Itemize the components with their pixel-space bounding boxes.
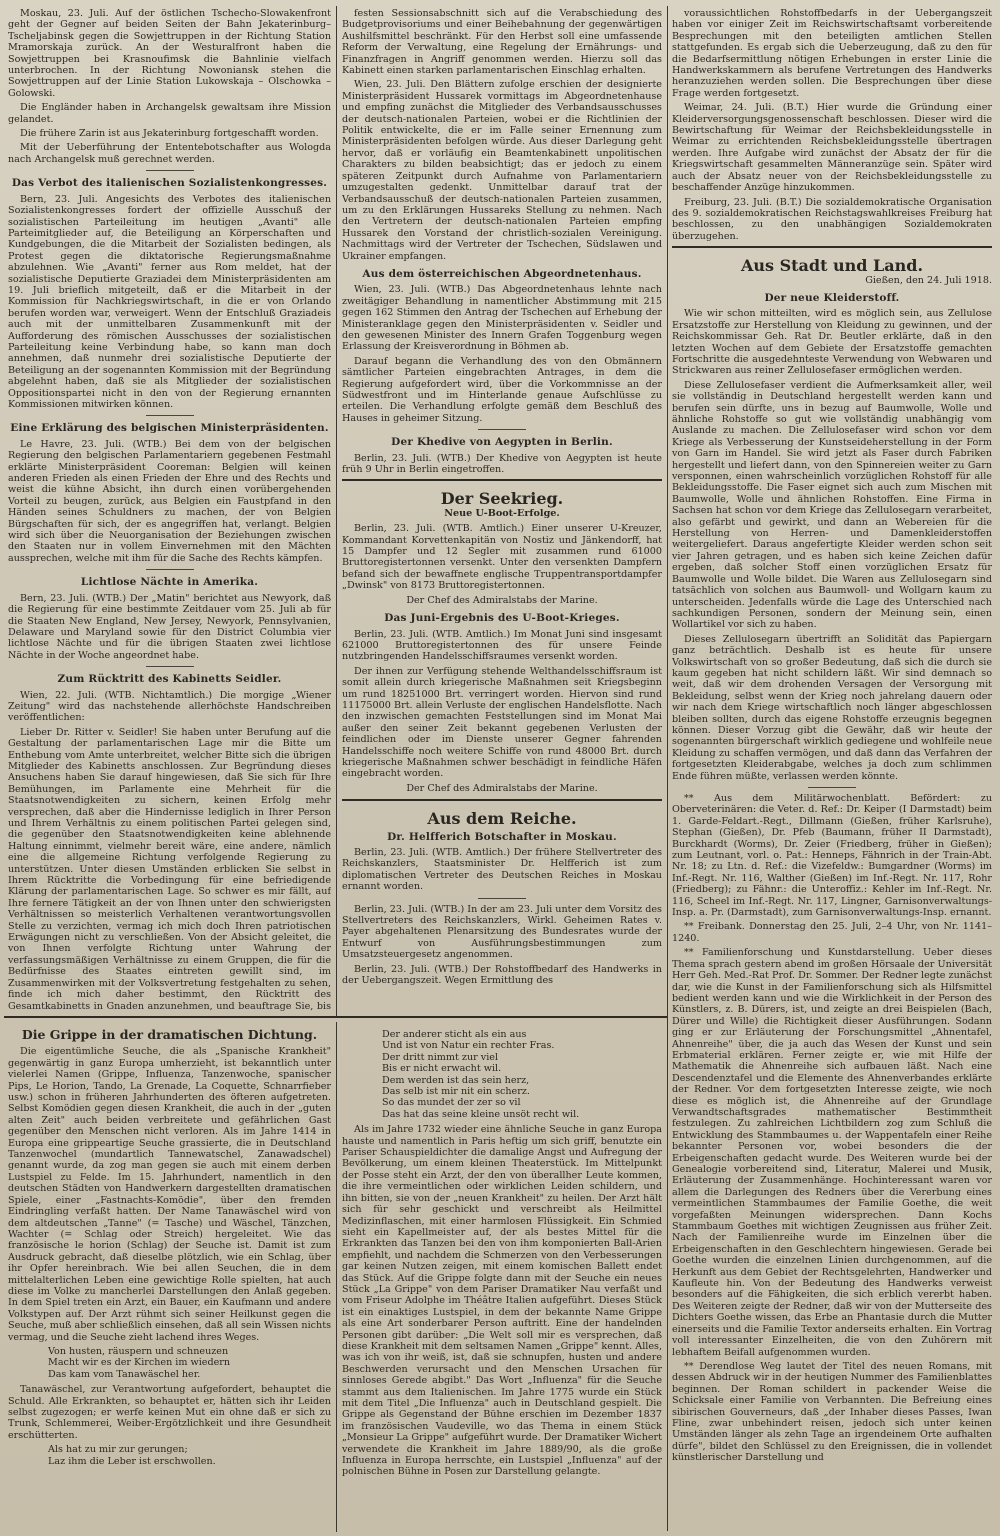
article-text: Dieses Zellulosegarn übertrifft an Solidität das Papiergarn ganz beträchtlich. Deshalb ist es heute für unsere Volkswirtschaft von so großer Bedeutung, daß sich die durch sie kaum gegeben hat nicht schildern läßt. Wir sind demnach so weit, daß wir dem drohenden Versagen der Versorgung mit Bekleidung, selbst wenn der Krieg noch jahrelang dauern oder wir nach dem Kriege wirtschaftlich noch länger abgeschlossen bleiben sollten, durch das eigene Rohstoffe erzeugnis begegnen können. Dieser Vorzug gibt die Gewähr, daß wir heute der sogenannten bürgerschaft wirklich gediegene und wohlfeile neue Kleidung zu schaffen vermögen, und daß dann das Verfahren der fortgesetzten Kleiderabgabe, welches ja doch zum schlimmen Ende führen müßte, verlassen werden könnte. xyxy=(672,633,992,782)
signature: Der Chef des Admiralstabs der Marine. xyxy=(406,594,598,606)
article-text: ** Familienforschung und Kunstdarstellung. Ueber dieses Thema sprach gestern abend im großen Hörsaale der Universität Herr Geh. Med.-Rat Prof. Dr. Sommer. Der Redner legte zunächst dar, wie die Kunst in der Familienforschung sich als Hilfsmittel bedient werden kann und wie die Wirklichkeit in der Person des Künstlers, z. B. Dürers, ist, und zeigte an drei Beispielen (Bach, Dürer und Wille) die Richtigkeit dieser Ausführungen. Sodann ging er zur Erläuterung der Forschungsmittel „Ahnentafel, Ahnenreihe" über, die ja auch das Wesen der Kunst und sein Erbmaterial erklären. Ferner zeigte er, wie mit Hilfe der Mathematik die Ahnenreihe sich aufbauen läßt. Nach eine Descendenztafel und die Elemente des Ahnenverbandes erklärte der Redner. Vor dem fortgesetzten Interesse zeigte, wie noch diese es möglich ist, die Ahnenreihe auf der Grundlage Verwandtschaftsgrades mathematischer Bestimmtheit festzulegen. Zu zahlreichen Lichtbildern zog zum Schluß die Entwicklung des Stammbaumes u. der Wappentafeln einer Reihe bekannter Personen vor, wobei besonders die der Erbeigenschaften gedacht wurde. Des Weiteren wurde bei der Genealogie vorbereitend sind, Literatur, Malerei und Musik, Erläuterung der Zusammenhänge. Hochinteressant waren vor allem die Darlegungen des Redners über die Vererbung eines vermeintlichen Stammbaumes der Familie Goethe, die weit vorgefaßten Meinungen widersprechen. Dann Kochs Stammbaum Goethes mit wichtigen Zeugnissen aus früher Zeit. Nach der Familienreihe wurde im Einzelnen über die Erbeigenschaften in den Geschlechtern hingewiesen. Gerade bei Goethe wurden die einzelnen Linien durchgenommen, auf die Herkunft aus dem Gebiet der Rechtsgelehrten, Handwerker und Kaufleute hin. Von der Bedeutung des Handwerks verweist besonders auf die Fähigkeiten, die sich erblich vererbt haben. Des Weiteren zeigte der Redner, daß wir von der Mutterseite des Dichters Goethe wissen, das Erbe an Phantasie durch die Mutter einerseits und die Familie Textor anderseits erhalten. Ein Vortrag voll interessanter Einzelheiten, die von den Zuhörern mit lebhaftem Beifall aufgenommen wurden. xyxy=(672,947,992,1358)
column-rule xyxy=(667,6,668,1531)
article-text: Die frühere Zarin ist aus Jekaterinburg fortgeschafft worden. xyxy=(20,128,319,140)
article-text: Darauf begann die Verhandlung des von den Obmännern sämtlicher Parteien eingebrachten Antrages, in dem die Regierung aufgefordert wird, über die Vorkommnisse an der Südwestfront und im Hinterlande genaue Aufschlüsse zu erteilen. Die Verhandlung erfolgte gemäß dem Beschluß des Hauses in geheimer Sitzung. xyxy=(342,355,662,424)
divider xyxy=(478,429,526,430)
poem: Der anderer sticht als ein aus Und ist von Natur ein rechter Fras. Der dritt nimmt zur viel Bis er nicht erwacht wil. Dem werden ist das sein herz, Das selb ist mir nit ein scherz. So das mundet der zer so vil Das hat das seine kleine unsöt recht wil. xyxy=(382,1029,580,1120)
section-reich xyxy=(342,799,662,986)
section-heading: Aus Stadt und Land. xyxy=(740,256,924,276)
column-1 xyxy=(8,8,331,1013)
article-heading: Aus dem österreichischen Abgeordnetenhaus. xyxy=(362,267,642,280)
column-rule xyxy=(336,6,337,1016)
divider xyxy=(146,569,194,570)
article-heading: Der neue Kleiderstoff. xyxy=(764,291,900,304)
divider xyxy=(478,898,526,899)
section-seekrieg xyxy=(342,479,662,794)
feuilleton-rule xyxy=(4,1016,667,1018)
feuilleton-title: Die Grippe in der dramatischen Dichtung. xyxy=(21,1027,318,1042)
article-text: ** Aus dem Militärwochenblatt. Befördert: zu Oberveterinären: die Veter. d. Ref.: Dr. Keiper (I Darmstadt) beim 1. Garde-Feldart.-Regt., Dillmann (Gießen, früher Karlsruhe), Stephan (Gießen), Dr. Pfeb (Baumann, früher II Darmstadt), Burckhardt (Worms), Dr. Zeier (Friedberg, früher in Gießen); zum Leutnant, vorl. o. Pat.: Henneps, Fähnrich in der Train-Abt. Nr. 18; zu Ltn. d. Ref.: die Vizefeldw.: Bumgardner (Worms) im Inf.-Regt. Nr. 116, Walther (Gießen) im Inf.-Regt. Nr. 117, Rohr (Friedberg); zu Fähnr.: die Unteroffiz.: Kehler im Inf.-Regt. Nr. 116, Scheel im Inf.-Regt. Nr. 117, Lingner, Garnisonverwaltungs-Insp. a. Pr. (Darmstadt), zum Garnisonverwaltungs-Insp. ernannt. xyxy=(672,793,992,919)
article-text: Berlin, 23. Juli. (WTB.) Der Khedive von Aegypten ist heute früh 9 Uhr in Berlin eingetroffen. xyxy=(342,452,662,476)
article-text: festen Sessionsabschnitt sich auf die Verabschiedung des Budgetprovisoriums und einer Beihebahnung der gegenwärtigen Aushilfsmittel beschränkt. Für den Herbst soll eine umfassende Reform der Verwaltung, eine Regelung der Ernährungs- und Finanzfragen in Angriff genommen werden. Hierzu soll das Kabinett einen starken parlamentarischen Einschlag erhalten. xyxy=(342,8,662,77)
article-heading: Dr. Helfferich Botschafter in Moskau. xyxy=(387,830,617,843)
feuilleton-text: Tanawäschel, zur Verantwortung aufgefordert, behauptet die Schuld. Alle Erkrankten, so behauptet er, hätten sich ihr Leiden selbst zugezogen; er werfe keinen Mut ein ohne daß er sich zu Trunk, Schlemmerei, Weiber-Ergötzlichkeit und ihre Gesundheit erschütterten. xyxy=(8,1384,331,1441)
column-2 xyxy=(342,8,662,1013)
article-text: Wien, 22. Juli. (WTB. Nichtamtlich.) Die morgige „Wiener Zeitung" wird das nachstehende allerhöchste Handschreiben veröffentlichen: xyxy=(8,689,331,724)
article-heading: Eine Erklärung des belgischen Ministerpräsidenten. xyxy=(10,422,329,435)
article-text: Le Havre, 23. Juli. (WTB.) Bei dem von der belgischen Regierung den belgischen Parlamentariern gegebenen Festmahl erklärte Ministerpräsident Cooreman: Belgien will keinen anderen Frieden als einen Frieden der Ehre und des Rechts und weist die kühne Absicht, ihn durch einen vorübergehenden Vorteil zu beugen, zurück, aus Belgien ein Faustpfand in den Händen seines Schuldners zu machen, der von Belgien Bürgschaften für sich, der es angegriffen hat, verlangt. Belgien wird sich über die Neuorganisation der Beziehungen zwischen den Staaten nur in vollem Einvernehmen mit den Mächten aussprechen, welche mit ihm für die Sache des Rechts kämpfen. xyxy=(8,438,331,564)
divider xyxy=(146,170,194,171)
article-text: voraussichtlichen Rohstoffbedarfs in der Uebergangszeit haben vor einiger Zeit im Reichswirtschaftsamt vorbereitende Besprechungen mit den beteiligten amtlichen Stellen stattgefunden. Es ergab sich die Ueberzeugung, daß zu den für die Bedarfsermittlung nötigen Erhebungen in erster Linie die Handwerkskammern als berufene Vertretungen des Handwerks heranzuziehen werden sollen. Die Besprechungen über diese Frage werden fortgesetzt. xyxy=(672,8,992,99)
article-text: Berlin, 23. Juli. (WTB.) In der am 23. Juli unter dem Vorsitz des Stellvertreters des Reichskanzlers, Wirkl. Geheimen Rates v. Payer abgehaltenen Plenarsitzung des Bundesrates wurde der Entwurf von Ausführungsbestimmungen zum Umsatzsteuergesetz angenommen. xyxy=(342,903,662,961)
poem: Als hat zu mir zur gerungen; Laz ihm die Leber ist erschwollen. xyxy=(48,1444,216,1467)
article-text: Moskau, 23. Juli. Auf der östlichen Tschecho-Slowakenfront geht der Gegner auf beiden Seiten der Bahn Jekaterinburg–Tscheljabinsk gegen die Sowjettruppen in der Richtung Station Mramorskaja zurück. An der Westuralfront haben die Sowjettruppen bei Krasnoufimsk die Bahnlinie vielfach unterbrochen. In der Richtung Nowoniansk stehen die Sowjettruppen auf der Linie Station Lukowskaja – Olschowka – Golowski. xyxy=(8,8,331,99)
article-text: Berlin, 23. Juli. (WTB. Amtlich.) Einer unserer U-Kreuzer, Kommandant Korvettenkapitän von Nostiz und Jänkendorff, hat 15 Dampfer und 12 Segler mit zusammen rund 61000 Bruttoregistertonnen versenkt. Unter den versenkten Dampfern befand sich der bewaffnete englische Truppentransportdampfer „Dwinsk" von 8173 Bruttoregistertonnen. xyxy=(342,523,662,592)
feuilleton-column-1 xyxy=(8,1025,331,1530)
article-text: Bern, 23. Juli. (WTB.) Der „Matin" berichtet aus Newyork, daß die Regierung für eine bestimmte Zeitdauer vom 25. Juli ab für die Staaten New England, New Jersey, Newyork, Pennsylvanien, Delaware und Maryland sowie für den District Columbia vier lichtlose Nächte und für die übrigen Staaten zwei lichtlose Nächte in der Woche angeordnet habe. xyxy=(8,592,331,661)
article-heading: Das Verbot des italienischen Sozialistenkongresses. xyxy=(11,177,328,190)
article-text: Bern, 23. Juli. Angesichts des Verbotes des italienischen Sozialistenkongresses fordert der offizielle Ausschuß der sozialistischen Parteileitung im heutigen „Avanti" alle Parteimitglieder auf, die Beteiligung an Körperschaften und Kundgebungen, die die Mitarbeit der Sozialisten bedingen, als Protest gegen die diktatorische Regierungsmaßnahme abzulehnen. Wie „Avanti" ferner aus Rom meldet, hat der sozialistische Deputierte Graziadei dem Ministerpräsidenten am 19. Juli brieflich mitgeteilt, daß er die Mitarbeit in der Kommission für Nachkriegswirtschaft, in die er von Orlando berufen worden war, verweigert. Wenn der Entschluß Graziadeis auch mit der unmittelbaren Zusammenkunft mit der Aufforderung des römischen Ausschusses der sozialistischen Parteileitung keine Verbindung habe, so kann man doch annehmen, daß nunmehr drei sozialistische Deputierte der Beteiligung an der sogenannten Kommission mit der Begründung abgelehnt haben, daß sie als Mitglieder der sozialistischen Oppositionspartei nicht in den von der Regierung ernannten Kommissionen mitwirken können. xyxy=(8,193,331,410)
article-text: Diese Zellulosefaser verdient die Aufmerksamkeit aller, weil sie vollständig in Deutschland hergestellt werden kann und berufen sein dürfte, uns in bezug auf Baumwolle, Wolle und ähnliche Rohstoffe so gut wie vollständig unabhängig vom Auslande zu machen. Die Zellulosefaser wird schon vor dem Kriege als Verbesserung der Kunstseideherstellung in der Form von Garn im Handel. Sie wird jetzt als Faser durch Fabriken hergestellt und liefert dann, von den Spinnereien weiter zu Garn versponnen, einen wahrscheinlich vorzüglichen Rohstoff für alle Bekleidungsstoffe. Die Faser eignet sich auch zum Mischen mit Baumwolle, Wolle und ähnlichen Rohstoffen. Eine Firma in Sachsen hat schon vor dem Kriege das Zellulosegarn verarbeitet, also gefärbt und gewirkt, und dann an Webereien für die Herstellung von Herren- und Damenkleiderstoffen weitergeliefert. Daraus angefertigte Kleider werden schon seit vier Jahren getragen, und es haben sich keine Zeichen dafür ergeben, daß solcher Stoff einen vorzüglichen Ersatz für Baumwolle und Wolle bildet. Die Waren aus Zellulosegarn sind tatsächlich von solchen aus Baumwoll- und Wollgarn kaum zu unterscheiden. Jedenfalls würde die Lage des Unterschied nach sachkundigen Personen, sondern der Meinung sein, einen Wollartikel vor sich zu haben. xyxy=(672,379,992,631)
section-heading: Der Seekrieg. xyxy=(440,489,564,509)
article-text: ** Freibank. Donnerstag den 25. Juli, 2–4 Uhr, von Nr. 1141–1240. xyxy=(672,921,992,944)
section-heading: Aus dem Reiche. xyxy=(427,809,577,829)
feuilleton-text: Die eigentümliche Seuche, die als „Spanische Krankheit" gegenwärtig in ganz Europa umherzieht, ist bekanntlich unter vielerlei Namen (Grippe, Influenza, Tanzenwoche, spanischer Pips, Le Horion, Tando, La Grenade, La Coquette, Schnarrfieber usw.) schon in früheren Jahrhunderten des öfteren aufgetreten. Selbst Komödien gegen diesen Krankheit, die auch in der „guten alten Zeit" auch beiden verbreitete und gefährlichen Gast gegenüber den Menschen nicht verloren. Als im Jahre 1414 in Europa eine grippeartige Seuche grassierte, die in Deutschland Tanzenwochel (mundartlich Tannewatschel, Zanawadschel) genannt wurde, da zog man gegen sie auch mit einem derben Lustspiel zu Felde. Im 15. Jahrhundert, namentlich in den deutschen Städten von Handwerkern dargestellten dramatischen Spiele, einer „Fastnachts-Komödie", über den fremden Eindringling verfaßt hatten. Der Name Tanawäschel wird von dem altdeutschen „Tanne" (= Tasche) und Wäschel, Tänzchen, Wachter (= Schlag oder Streich) hergeleitet. Wie das französische le horion (Schlag) der Seuche ist. Damit ist zum Ausdruck gebracht, daß dieselbe plötzlich, wie ein Schlag, über ihr Opfer hereinbrach. Wie bei allen Seuchen, die in dem mittelalterlichen Leben eine gewichtige Rolle spielten, hat auch diese im Volke zu mancherlei Darstellungen den Anlaß gegeben. In dem Spiel treten ein Arzt, ein Bauer, ein Kaufmann und andere Volkstypen auf. Der Arzt rühmt sich seiner Heilkunst gegen die Seuche, muß aber schließlich einsehen, daß all sein Wissen nichts vermag, und die Seuche zieht lachend ihres Weges. xyxy=(8,1046,331,1343)
column-rule xyxy=(336,1022,337,1532)
article-text: Wien, 23. Juli. Den Blättern zufolge erschien der designierte Ministerpräsident Hussarek vormittags im Abgeordnetenhause und empfing zunächst die Mitglieder des Verbandsausschusses der deutsch-nationalen Parteien, wobei er die Richtlinien der Politik entwickelte, die er im Falle seiner Ernennung zum Ministerpräsidenten befolgen würde. Aus dieser Darlegung geht hervor, daß er vorläufig ein Beamtenkabinett unpolitischen Charakters zu bilden beabsichtigt; das er jedoch zu einem späteren Zeitpunkt durch Aufnahme von Parlamentariern umzugestalten gedenkt. Unmittelbar darauf trat der Verbandsausschuß der deutsch-nationalen Parteien zusammen, um zu den Erklärungen Hussareks Stellung zu nehmen. Nach den Vertretern der deutsch-nationalen Parteien empfing Hussarek den Vorstand der christlich-sozialen Vereinigung. Nachmittags wird der Vertreter der Tschechen, Südslawen und Ukrainer empfangen. xyxy=(342,79,662,262)
article-text: Wien, 23. Juli. (WTB.) Das Abgeordnetenhaus lehnte nach zweitägiger Behandlung in namentlicher Abstimmung mit 215 gegen 162 Stimmen den Antrag der Tschechen auf Erhebung der Ministeranklage gegen den Ministerpräsidenten v. Seidler und den gewesenen Minister des Innern Grafen Toggenburg wegen Erlassung der Kreisverordnung in Böhmen ab. xyxy=(342,284,662,353)
article-text: Berlin, 23. Juli. (WTB. Amtlich.) Im Monat Juni sind insgesamt 621000 Bruttoregistertonnen des für unsere Feinde nutzbringenden Handelsschiffsraumes versenkt worden. xyxy=(342,628,662,663)
section-stadt-land xyxy=(672,246,992,1463)
article-heading: Der Khedive von Aegypten in Berlin. xyxy=(391,436,613,449)
article-text: Weimar, 24. Juli. (B.T.) Hier wurde die Gründung einer Kleiderversorgungsgenossenschaft beschlossen. Dieser wird die Bewirtschaftung für Weimar der Reichsbekleidungsstelle in Weimar zu errichtenden Reichsbekleidungsstelle übertragen werden. Ihre Aufgabe wird zunächst der Absatz der für die Kriegswirtschaft gesammelten Männeranzüge sein. Später wird auch der Absatz neuer von der Reichsbekleidungsstelle zu beschaffender Anzüge hinzukommen. xyxy=(672,102,992,194)
article-heading: Das Juni-Ergebnis des U-Boot-Krieges. xyxy=(384,612,620,625)
article-heading: Zum Rücktritt des Kabinetts Seidler. xyxy=(57,673,282,686)
article-text: Mit der Ueberführung der Ententebotschafter aus Wologda nach Archangelsk muß gerechnet werden. xyxy=(8,142,331,165)
article-text: Berlin, 23. Juli. (WTB. Amtlich.) Der frühere Stellvertreter des Reichskanzlers, Staatsminister Dr. Helfferich ist zum diplomatischen Vertreter des Deutschen Reiches in Moskau ernannt worden. xyxy=(342,847,662,893)
feuilleton-column-2 xyxy=(342,1025,662,1530)
divider xyxy=(808,787,856,788)
article-text: Berlin, 23. Juli. (WTB.) Der Rohstoffbedarf des Handwerks in der Uebergangszeit. Wegen Ermittlung des xyxy=(342,963,662,987)
section-subheading: Neue U-Boot-Erfolge. xyxy=(444,507,560,519)
signature: Der Chef des Admiralstabs der Marine. xyxy=(406,782,598,794)
article-text: Wie wir schon mitteilten, wird es möglich sein, aus Zellulose Ersatzstoffe zur Herstellung von Kleidung zu gewinnen, und der Reichskommissar Geh. Rat Dr. Beutler erklärte, daß in den letzten Wochen auf dem Gebiete der Ersatzstoffe gemachten Fortschritte die ausgedehnteste Verwendung von Webwaren und Strickwaren aus reiner Zellulosefaser ermöglichen werden. xyxy=(672,308,992,377)
divider xyxy=(146,666,194,667)
article-text: Lieber Dr. Ritter v. Seidler! Sie haben unter Berufung auf die Gestaltung der parlamentarischen Lage mir die Bitte um Enthebung vom Amte unterbreitet, welcher Bitte sich die übrigen Mitglieder des Kabinetts anschlossen. Zur Begründung dieses Ansuchens haben Sie darauf hingewiesen, daß Sie sich für Ihre Bemühungen, im Parlamente eine Mehrheit für die Staatsnotwendigkeiten zu sichern, keinen Erfolg mehr versprechen, daß aber die Hindernisse lediglich in Ihrer Person und Ihrem Verhältnis zu einem politischen Partei gelegen sind, die gegenüber den Staatsnotwendigkeiten keine ablehnende Haltung einnimmt, vielmehr bereit wäre, eine andere, nämlich eine die allgemeine Richtung verfolgende Regierung zu unterstützen. Unter diesen Umständen erblicken Sie selbst in Ihrem Rücktritte die Vorbedingung für eine befriedigende Klärung der parlamentarischen Lage. So schwer es mir fällt, auf Ihre fernere Tätigkeit an der von Ihnen unter den schwierigsten Verhältnissen so meisterlich Verhaltenen verantwortungsvollen Stelle zu verzichten, vermag ich mich doch Ihren patriotischen Erwägungen nicht zu verschließen. Von der Absicht geleitet, die von Ihnen verfolgte Richtung unter Wahrung der verfassungsmäßigen Verhältnisse zu einem Gruppen, die für die Bedürfnisse des Staates eintreten gewillt sind, im Zusammenwirken mit der Volksvertretung festgehalten zu sehen, finde ich mich daher bestimmt, den Rücktritt des Gesamtkabinetts in Gnaden anzunehmen, und beauftrage Sie, bis xyxy=(8,726,331,1012)
article-heading: Lichtlose Nächte in Amerika. xyxy=(80,576,259,589)
poem: Von husten, räuspern und schneuzen Macht wir es der Kirchen im wiedern Das kam vom Tanawäschel her. xyxy=(48,1345,231,1380)
column-3 xyxy=(672,8,992,1533)
article-text: Freiburg, 23. Juli. (B.T.) Die sozialdemokratische Organisation des 9. sozialdemokratischen Reichstagswahlkreises Freiburg hat beschlossen, zu den unabhängigen Sozialdemokraten überzugehen. xyxy=(672,196,992,242)
divider xyxy=(146,415,194,416)
article-text: ** Derendlose Weg lautet der Titel des neuen Romans, mit dessen Abdruck wir in der heutigen Nummer des Familienblattes beginnen. Der Roman schildert in packender Weise die Schicksale einer Familie von Verbannten. Die Befreiung eines sibirischen Gouverneurs, daß „der Inhaber dieses Passes, Iwan Fline, zwar unbehindert reisen, jedoch sich unter keinen Umständen länger als zehn Tage an irgendeinem Orte aufhalten dürfe", bildet den Schlüssel zu den Ereignissen, die in vollendet künstlerischer Darstellung und xyxy=(672,1360,992,1464)
dateline: Gießen, den 24. Juli 1918. xyxy=(865,274,992,286)
article-text: Der ihnen zur Verfügung stehende Welthandelsschiffsraum ist somit allein durch kriegerische Maßnahmen seit Kriegsbeginn um rund 18251000 Brt. verringert worden. Hiervon sind rund 11175000 Brt. allein Verluste der englischen Handelsflotte. Nach den inzwischen gemachten Feststellungen sind im Monat Mai außer den seiner Zeit bekannt gegebenen Verlusten der feindlichen oder im Dienste unserer Gegner fahrenden Handelsschiffe noch weitere Schiffe von rund 48000 Brt. durch kriegerische Maßnahmen schwer beschädigt in feindliche Häfen eingebracht worden. xyxy=(342,665,662,780)
feuilleton-text: Als im Jahre 1732 wieder eine ähnliche Seuche in ganz Europa hauste und namentlich in Paris heftig um sich griff, benutzte ein Pariser Schauspieldichter die damalige Angst und Aufregung der Bevölkerung, um einem kleinen Theaterstück. Im Mittelpunkt der Posse steht ein Arzt, der den von überallher Leute kommen, die ihre vermeintlichen oder wirklichen Leiden schildern, und ihn bitten, sie von der „neuen Krankheit" zu heilen. Der Arzt hält sich für sehr geschickt und verschreibt als Heilmittel Medizinflaschen, mit einer harmlosen Flüssigkeit. Ein Schmied sieht ein Kapellmeister auf, der als bestes Mittel für die Erkrankten das Tanzen bei den von ihm komponierten Ball-Arien empfiehlt, und nachdem die Schmerzen von den Verbesserungen gar keinen Nutzen zeigen, mit einem komischen Ballett endet das Stück. Auf die Grippe folgte dann mit der Seuche ein neues Stück „La Grippe" von dem Pariser Dramatiker Nau verfaßt und vom Friseur Adolphe im Théâtre Italien aufgeführt. Dieses Stück ist ein einaktiges Lustspiel, in dem der bekannte Name Grippe als eine Art sonderbarer Person auftritt. Eine der handelnden Personen gibt darüber: „Die Welt soll mir es versprechen, daß diese Krankheit mit dem seltsamen Namen „Grippe" kennt. Alles, was ich von ihr weiß, ist, daß sie schnupfen, husten und andere Beschwerden verursacht und den Menschen Ursachen für sinnloses Gerede abgibt." Das Wort „Influenza" für die Seuche stammt aus dem Italienischen. Im Jahre 1775 wurde ein Stück mit dem Titel „Die Influenza" auch in Deutschland gespielt. Die Grippe als Gegenstand der Bühne erschien im Dezember 1837 im französischen Vaudeville, wo das Thema in einem Stück „Monsieur La Grippe" aufgeführt wurde. Der Dramatiker Wichert verwendete die Krankheit im Jahre 1889/90, als die große Influenza in Europa herrschte, ein Lustspiel „Influenza" auf der polnischen Bühne in Posen zur Darstellung gelangte. xyxy=(342,1124,662,1478)
article-text: Die Engländer haben in Archangelsk gewaltsam ihre Mission gelandet. xyxy=(8,102,331,125)
